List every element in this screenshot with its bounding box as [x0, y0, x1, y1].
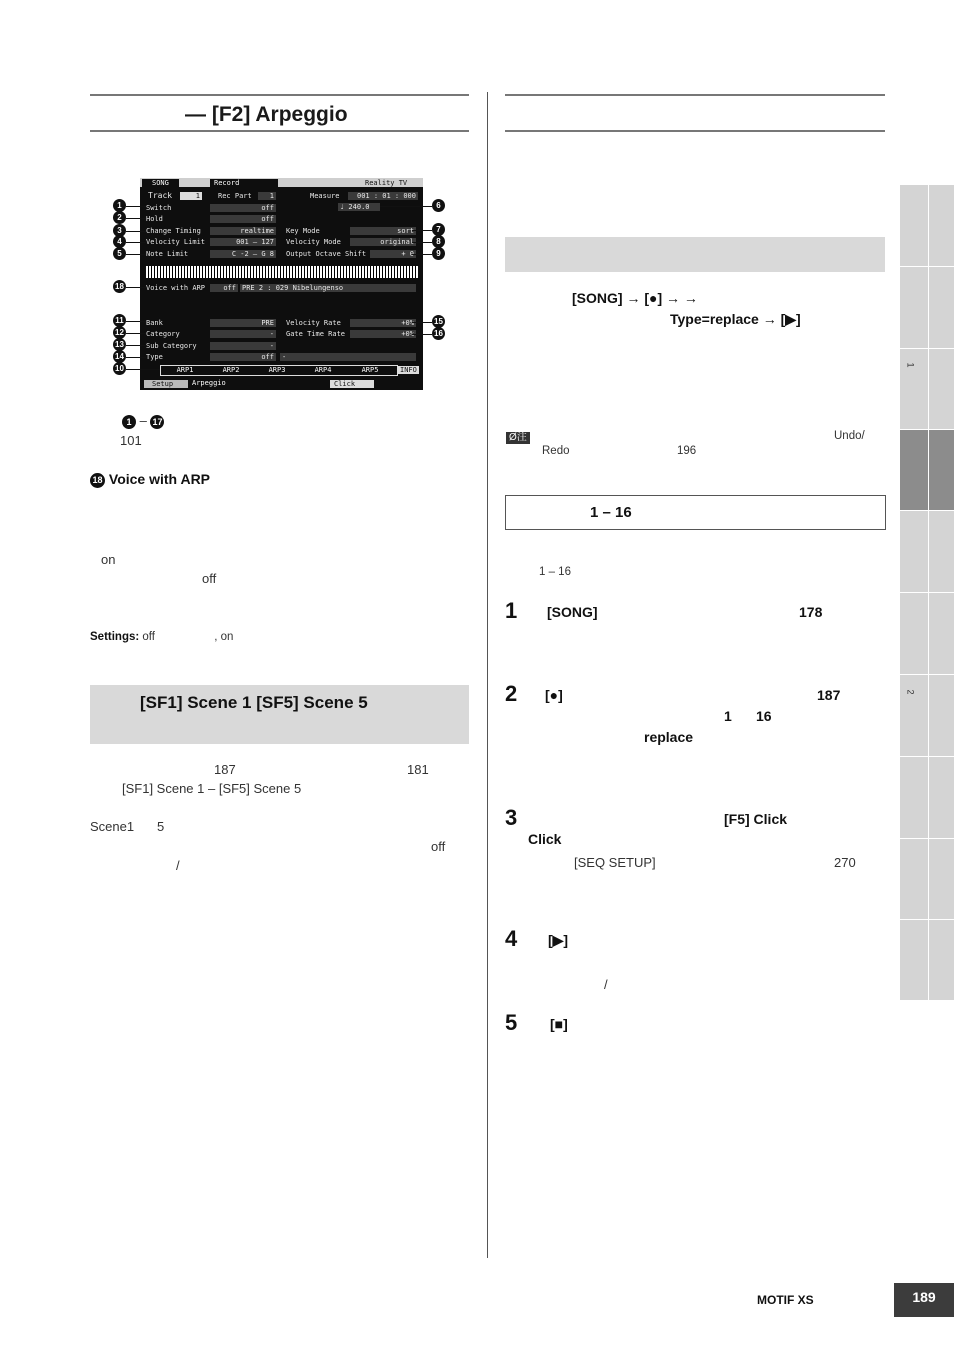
side-tab-i — [900, 839, 954, 920]
settings-off: off — [142, 631, 155, 643]
voice-arp-circle: 18 — [90, 473, 105, 488]
settings-label: Settings: — [90, 631, 140, 643]
lcd-song-label: SONG — [142, 179, 179, 187]
lcd-velocity-limit-label: Velocity Limit — [146, 238, 206, 246]
page-ref-196: 196 — [677, 445, 697, 457]
on-text: on — [101, 552, 116, 567]
leader-18 — [126, 287, 146, 288]
scene-box-title: [SF1] Scene 1 [SF5] Scene 5 — [140, 693, 368, 712]
lcd-voice-arp-name: PRE 2 : 029 Nibelungenso — [240, 284, 416, 292]
range-dash: – — [139, 413, 147, 428]
callout-3: 3 — [113, 224, 126, 237]
column-divider — [487, 92, 488, 1258]
side-tab-divider — [928, 185, 929, 1001]
off-text-2: off — [431, 839, 446, 854]
page-ref-187: 187 — [214, 762, 236, 777]
step-2-track-16: 16 — [756, 708, 772, 724]
lcd-key-mode-value: sort — [350, 227, 416, 235]
leader-9 — [412, 254, 432, 255]
lcd-gate-rate-label: Gate Time Rate — [286, 330, 346, 338]
callout-4: 4 — [113, 235, 126, 248]
callout-1: 1 — [113, 199, 126, 212]
lcd-arpeggio-tab: Arpeggio — [192, 379, 226, 387]
step-3-click: Click — [528, 831, 562, 847]
step-4-slash: / — [604, 977, 608, 992]
lcd-setup-tab: Setup — [144, 380, 188, 388]
lcd-click-button: Click — [330, 380, 374, 388]
side-tab-h — [900, 757, 954, 839]
lcd-track-value: 1 — [180, 192, 202, 200]
lcd-velocity-rate-label: Velocity Rate — [286, 319, 341, 327]
callout-2: 2 — [113, 211, 126, 224]
slash-text: / — [176, 858, 180, 873]
side-tab-a — [900, 185, 954, 267]
leader-16 — [412, 334, 432, 335]
lcd-velocity-limit-value: 001 – 127 — [210, 238, 276, 246]
step-2-replace: replace — [644, 729, 694, 745]
right-gray-box — [505, 237, 885, 272]
lcd-velocity-mode-value: original — [350, 238, 416, 246]
scene-range: [SF1] Scene 1 – [SF5] Scene 5 — [122, 781, 302, 796]
lcd-track-label: Track — [148, 191, 173, 200]
callout-12: 12 — [113, 326, 126, 339]
step-2-page: 187 — [817, 687, 841, 703]
lcd-switch-label: Switch — [146, 204, 172, 212]
leader-4 — [126, 242, 146, 243]
lcd-type-name: - — [280, 353, 416, 361]
callout-10: 10 — [113, 362, 126, 375]
lcd-voice-arp-value: off — [210, 284, 238, 292]
lcd-keyboard — [146, 266, 418, 278]
lcd-note-limit-value: C -2 – G 8 — [210, 250, 276, 258]
leader-2 — [126, 218, 146, 219]
side-tab-e — [900, 511, 954, 593]
callout-5: 5 — [113, 247, 126, 260]
callout-9: 9 — [432, 247, 445, 260]
lcd-recpart-label: Rec Part — [218, 192, 252, 200]
title-bottom-rule — [90, 130, 469, 132]
lcd-voice-arp-label: Voice with ARP — [146, 284, 206, 292]
lcd-tab-arp4: ARP4 — [314, 366, 332, 374]
callout-7: 7 — [432, 223, 445, 236]
lcd-hold-value: off — [210, 215, 276, 223]
side-tab-g — [900, 675, 954, 757]
leader-11 — [126, 321, 146, 322]
callout-16: 16 — [432, 327, 445, 340]
callout-11: 11 — [113, 314, 126, 327]
undo-text: Undo/ — [834, 430, 865, 442]
step-4-play: [▶] — [548, 932, 569, 948]
leader-1 — [126, 206, 146, 207]
callout-13: 13 — [113, 338, 126, 351]
side-tab-f — [900, 593, 954, 675]
step-3-seq-setup: [SEQ SETUP] — [574, 855, 656, 870]
footer-product: MOTIF XS — [757, 1293, 814, 1307]
voice-arp-heading-text: Voice with ARP — [108, 471, 211, 487]
leader-15 — [412, 322, 432, 323]
leader-13 — [126, 345, 146, 346]
scene1-text: Scene1 — [90, 819, 135, 834]
step-2-number: 2 — [505, 681, 518, 706]
page-number: 189 — [894, 1283, 954, 1317]
lcd-record-label: Record — [210, 179, 278, 187]
lcd-measure-value: 001 : 01 : 000 — [348, 192, 418, 200]
page-ref-181: 181 — [407, 762, 429, 777]
note-icon: Ø注 — [506, 432, 530, 444]
step-1-page: 178 — [799, 604, 823, 620]
right-top-rule — [505, 94, 885, 96]
step-1-song: [SONG] — [547, 604, 598, 620]
range-1-16: 1 – 16 — [539, 566, 571, 578]
range-box — [505, 495, 886, 530]
step-3-number: 3 — [505, 805, 518, 830]
leader-7 — [412, 230, 432, 231]
range-box-title: 1 – 16 — [590, 504, 632, 521]
section-title: — [F2] Arpeggio — [185, 103, 348, 126]
right-bottom-rule — [505, 130, 885, 132]
page-ref-101: 101 — [120, 433, 142, 448]
side-tab-active — [900, 430, 954, 511]
lcd-change-timing-label: Change Timing — [146, 227, 201, 235]
lcd-category-value: - — [210, 330, 276, 338]
callout-8: 8 — [432, 235, 445, 248]
off-text: off — [202, 571, 217, 586]
lcd-tab-arp1: ARP1 — [176, 366, 194, 374]
step-5-stop: [■] — [550, 1016, 568, 1032]
side-tab-c — [900, 349, 954, 430]
lcd-screenshot — [140, 178, 423, 390]
range-end-circle: 17 — [152, 416, 163, 427]
lcd-category-label: Category — [146, 330, 180, 338]
lcd-switch-value: off — [210, 204, 276, 212]
lcd-bank-value: PRE — [210, 319, 276, 327]
settings-on: , on — [214, 631, 234, 643]
lcd-subcategory-value: - — [210, 342, 276, 350]
settings-line — [90, 631, 233, 643]
leader-6 — [380, 206, 432, 207]
side-label-2: 2 — [905, 689, 916, 695]
path-line-1: [SONG] → [●] → → — [572, 290, 698, 306]
callout-15: 15 — [432, 315, 445, 328]
side-tab-j — [900, 920, 954, 1001]
lcd-recpart-value: 1 — [258, 192, 276, 200]
leader-14 — [126, 357, 146, 358]
side-label-1: 1 — [905, 362, 916, 368]
leader-12 — [126, 333, 146, 334]
leader-5 — [126, 254, 146, 255]
lcd-octave-shift-value: + 0 — [370, 250, 416, 258]
lcd-gate-rate-value: +0% — [350, 330, 416, 338]
step-2-track-1: 1 — [724, 708, 732, 724]
step-1-number: 1 — [505, 598, 518, 623]
voice-arp-heading — [90, 471, 210, 488]
callout-18: 18 — [113, 280, 126, 293]
lcd-type-value: off — [210, 353, 276, 361]
leader-8 — [412, 242, 432, 243]
callout-14: 14 — [113, 350, 126, 363]
redo-text: Redo — [542, 445, 570, 457]
leader-10 — [126, 369, 160, 370]
lcd-octave-shift-label: Output Octave Shift — [286, 250, 367, 258]
lcd-bank-label: Bank — [146, 319, 163, 327]
lcd-key-mode-label: Key Mode — [286, 227, 320, 235]
leader-3 — [126, 231, 146, 232]
step-4-number: 4 — [505, 926, 518, 951]
lcd-subcategory-label: Sub Category — [146, 342, 197, 350]
step-3-page: 270 — [834, 855, 856, 870]
scene5-text: 5 — [157, 819, 165, 834]
lcd-tab-arp5: ARP5 — [361, 366, 379, 374]
lcd-velocity-mode-label: Velocity Mode — [286, 238, 341, 246]
lcd-measure-label: Measure — [310, 192, 340, 200]
lcd-tempo-value: ♩ 240.0 — [338, 203, 380, 211]
lcd-note-limit-label: Note Limit — [146, 250, 189, 258]
range-start-circle: 1 — [122, 415, 136, 429]
step-2-record: [●] — [545, 687, 563, 703]
lcd-song-name: Reality TV — [365, 179, 408, 187]
callout-6: 6 — [432, 199, 445, 212]
lcd-type-label: Type — [146, 353, 163, 361]
lcd-velocity-rate-value: +0% — [350, 319, 416, 327]
lcd-tab-arp3: ARP3 — [268, 366, 286, 374]
lcd-tab-arp2: ARP2 — [222, 366, 240, 374]
lcd-change-timing-value: realtime — [210, 227, 276, 235]
lcd-hold-label: Hold — [146, 215, 163, 223]
range-note — [122, 413, 164, 429]
path-line-2: Type=replace → [▶] — [670, 311, 801, 327]
step-3-f5-click: [F5] Click — [724, 811, 788, 827]
lcd-info: INFO — [400, 366, 417, 374]
title-top-rule — [90, 94, 469, 96]
side-tab-b — [900, 267, 954, 349]
step-5-number: 5 — [505, 1010, 518, 1035]
lcd-arp-tabs — [160, 365, 398, 376]
